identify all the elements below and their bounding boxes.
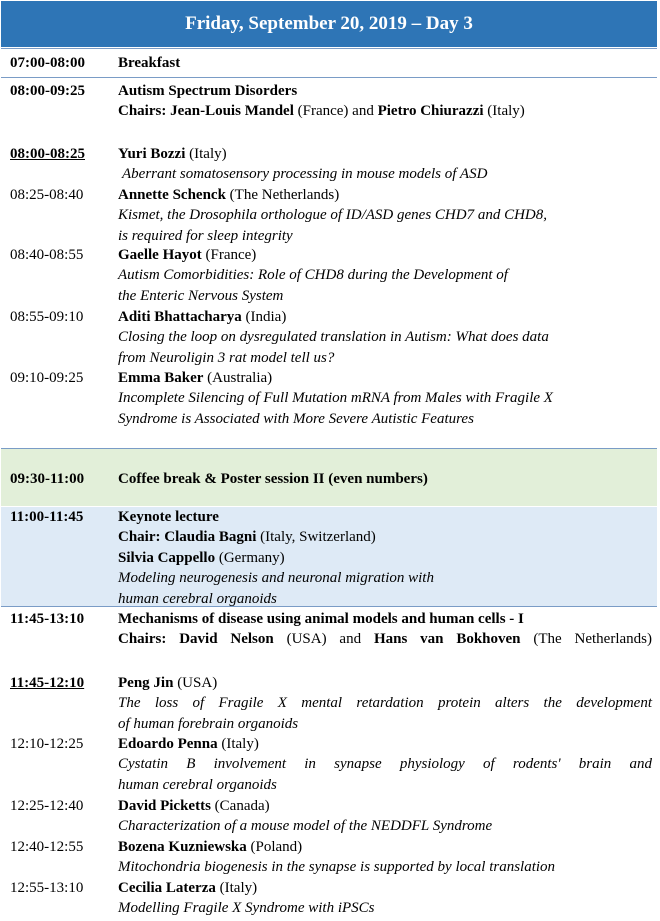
talk-title-cont: human cerebral organoids <box>118 776 277 793</box>
chair-name: Claudia Bagni <box>164 529 257 546</box>
talk-info <box>118 796 652 837</box>
speaker-name: Emma Baker <box>118 370 204 386</box>
speaker-country: (Italy) <box>217 736 259 752</box>
talk-info <box>118 878 652 919</box>
chair-name: Jean-Louis Mandel <box>170 103 294 120</box>
speaker-name: Bozena Kuzniewska <box>118 839 247 855</box>
speaker-name: Aditi Bhattacharya <box>118 309 242 325</box>
speaker-country: (USA) <box>173 675 218 691</box>
session1-info <box>118 81 652 122</box>
keynote-title: Keynote lecture <box>118 509 219 525</box>
speaker-country: (Australia) <box>203 370 273 386</box>
talk-title: Kismet, the Drosophila orthologue of ID/ASD genes CHD7 and CHD8, <box>118 207 548 224</box>
talk-title: Mitochondria biogenesis in the synapse is supported by local translation <box>118 859 556 876</box>
talk-title: Modeling neurogenesis and neuronal migration with <box>118 570 434 587</box>
coffee-time: 09:30-11:00 <box>10 471 85 487</box>
divider <box>1 48 657 49</box>
speaker-name: Cecilia Laterza <box>118 880 216 896</box>
talk-time: 08:25-08:40 <box>10 187 84 203</box>
speaker-name: Annette Schenck <box>118 187 226 203</box>
session2-time: 11:45-13:10 <box>10 611 85 627</box>
keynote-chair: Chair: Claudia Bagni (Italy, Switzerland) <box>118 529 376 546</box>
coffee-title: Coffee break & Poster session II (even numbers) <box>118 471 428 487</box>
talk-title-cont: human cerebral organoids <box>118 590 277 607</box>
talk-time: 08:00-08:25 <box>10 146 85 162</box>
talk-info <box>118 307 652 368</box>
talk-time: 11:45-12:10 <box>10 675 85 691</box>
session1-time: 08:00-09:25 <box>10 83 85 99</box>
speaker-name: Yuri Bozzi <box>118 146 186 162</box>
talk-title: Closing the loop on dysregulated translation in Autism: What does data <box>118 329 549 346</box>
speaker-country: (Italy) <box>215 880 258 896</box>
day-header: Friday, September 20, 2019 – Day 3 <box>1 1 657 47</box>
chair-name: Pietro Chiurazzi <box>377 103 484 120</box>
breakfast-time: 07:00-08:00 <box>10 55 85 71</box>
talk-title-cont: from Neuroligin 3 rat model tell us? <box>118 349 335 366</box>
speaker-name: David Picketts <box>118 798 211 814</box>
speaker-name: Peng Jin <box>118 675 174 691</box>
talk-time: 08:40-08:55 <box>10 247 84 263</box>
chair-name: Hans van Bokhoven <box>373 631 521 648</box>
talk-info <box>118 368 652 429</box>
talk-time: 09:10-09:25 <box>10 370 84 386</box>
talk-time: 12:55-13:10 <box>10 880 84 896</box>
talk-title: Incomplete Silencing of Full Mutation mRNA from Males with Fragile X <box>118 390 553 407</box>
chair-name: David Nelson <box>179 631 274 648</box>
breakfast-title: Breakfast <box>118 55 181 71</box>
talk-time: 12:10-12:25 <box>10 736 84 752</box>
talk-info <box>118 734 652 795</box>
speaker-name: Edoardo Penna <box>118 736 218 752</box>
session2-chairs: Chairs: David Nelson (USA) and Hans van Bokhoven (The Netherlands) <box>118 631 652 648</box>
session1-chairs: Chairs: Jean-Louis Mandel (France) and Pietro Chiurazzi (Italy) <box>118 103 525 120</box>
speaker-name: Silvia Cappello <box>118 549 216 566</box>
divider <box>1 77 657 78</box>
talk-info <box>118 144 652 185</box>
session2-title: Mechanisms of disease using animal models and human cells - I <box>118 611 524 627</box>
talk-time: 12:25-12:40 <box>10 798 84 814</box>
speaker-country: (Germany) <box>215 549 285 566</box>
talk-info <box>118 837 652 878</box>
talk-title-cont: the Enteric Nervous System <box>118 287 284 304</box>
speaker-country: (Canada) <box>210 798 270 814</box>
talk-title-cont: is required for sleep integrity <box>118 227 293 244</box>
talk-info <box>118 245 652 306</box>
speaker-country: (France) <box>201 247 257 263</box>
talk-title: The loss of Fragile X mental retardation protein alters the development <box>118 695 652 712</box>
talk-title-cont: Syndrome is Associated with More Severe Autistic Features <box>118 410 474 427</box>
talk-title: Aberrant somatosensory processing in mouse models of ASD <box>122 166 488 183</box>
talk-title-cont: of human forebrain organoids <box>118 715 299 732</box>
talk-info <box>118 673 652 734</box>
session2-info <box>118 609 652 650</box>
talk-title: Autism Comorbidities: Role of CHD8 during the Development of <box>118 267 508 284</box>
speaker-country: (India) <box>241 309 287 325</box>
speaker-country: (Italy) <box>185 146 227 162</box>
talk-title: Cystatin B involvement in synapse physiology of rodents' brain and <box>118 756 652 773</box>
keynote-info <box>118 507 652 609</box>
talk-info <box>118 185 652 246</box>
speaker-name: Gaelle Hayot <box>118 247 202 263</box>
talk-time: 08:55-09:10 <box>10 309 84 325</box>
speaker-country: (The Netherlands) <box>225 187 340 203</box>
speaker-country: (Poland) <box>246 839 303 855</box>
talk-time: 12:40-12:55 <box>10 839 84 855</box>
keynote-time: 11:00-11:45 <box>10 509 84 525</box>
talk-title: Characterization of a mouse model of the NEDDFL Syndrome <box>118 818 493 835</box>
talk-title: Modelling Fragile X Syndrome with iPSCs <box>118 900 375 917</box>
session1-title: Autism Spectrum Disorders <box>118 83 298 99</box>
